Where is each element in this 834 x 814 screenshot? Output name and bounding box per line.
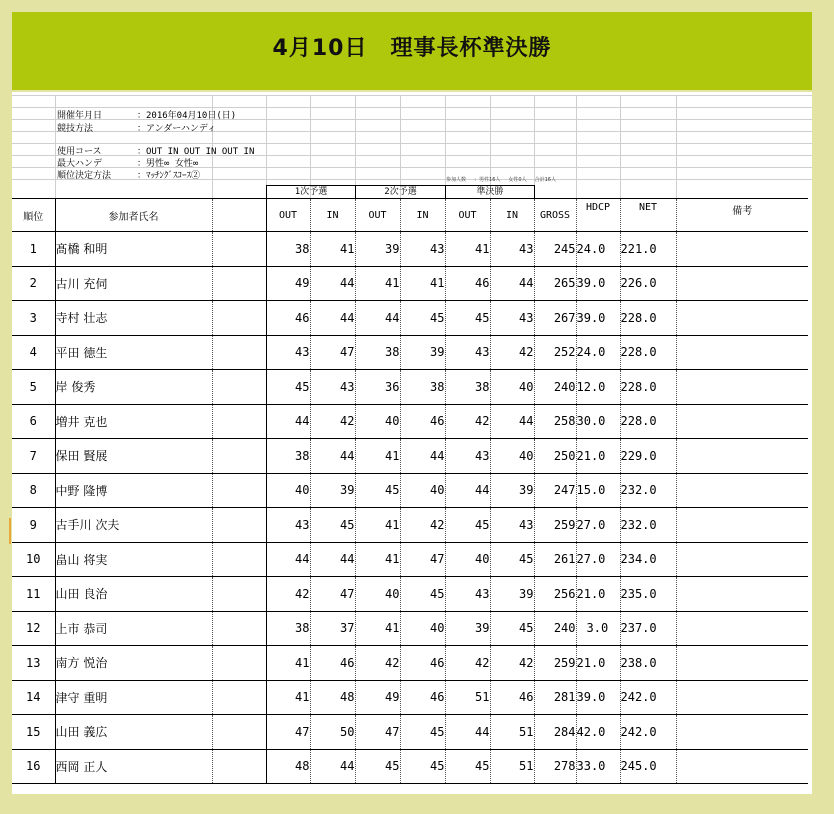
remarks-cell bbox=[676, 232, 808, 267]
score-cell: 40 bbox=[490, 439, 534, 474]
hdcp-cell: 30.0 bbox=[576, 404, 620, 439]
hdcp-cell: 42.0 bbox=[576, 715, 620, 750]
score-cell: 44 bbox=[310, 542, 355, 577]
table-row bbox=[12, 370, 808, 405]
net-cell: 234.0 bbox=[620, 542, 676, 577]
score-cell: 43 bbox=[266, 335, 310, 370]
rank-cell: 16 bbox=[12, 749, 55, 784]
net-cell: 245.0 bbox=[620, 749, 676, 784]
name-cell: 津守 重明 bbox=[55, 680, 212, 715]
score-cell: 42 bbox=[266, 577, 310, 612]
score-cell: 44 bbox=[266, 404, 310, 439]
name-cell: 増井 克也 bbox=[55, 404, 212, 439]
participant-note: 参加人数 ：男性16人 女性0人 合計16人 bbox=[446, 177, 556, 183]
name-cell: 南方 悦治 bbox=[55, 646, 212, 681]
name-cell: 寺村 壮志 bbox=[55, 301, 212, 336]
net-cell: 237.0 bbox=[620, 611, 676, 646]
score-cell: 41 bbox=[355, 611, 400, 646]
gross-cell: 256 bbox=[534, 577, 576, 612]
remarks-cell bbox=[676, 370, 808, 405]
score-cell: 45 bbox=[490, 542, 534, 577]
remarks-cell bbox=[676, 542, 808, 577]
hdcp-cell: 21.0 bbox=[576, 646, 620, 681]
hdcp-cell: 24.0 bbox=[576, 335, 620, 370]
table-row bbox=[12, 266, 808, 301]
score-cell: 38 bbox=[266, 439, 310, 474]
score-cell: 44 bbox=[490, 404, 534, 439]
score-cell: 44 bbox=[490, 266, 534, 301]
net-cell: 221.0 bbox=[620, 232, 676, 267]
table-row bbox=[12, 611, 808, 646]
table-row bbox=[12, 646, 808, 681]
gross-header: GROSS bbox=[534, 199, 576, 232]
remarks-cell bbox=[676, 646, 808, 681]
remarks-header: 備考 bbox=[676, 199, 808, 232]
r2-in-header: IN bbox=[400, 199, 445, 232]
score-cell: 40 bbox=[490, 370, 534, 405]
round-2-header: 2次予選 bbox=[355, 185, 445, 198]
net-header: NET bbox=[620, 199, 676, 232]
score-cell: 45 bbox=[445, 749, 490, 784]
score-cell: 40 bbox=[355, 404, 400, 439]
gross-cell: 252 bbox=[534, 335, 576, 370]
remarks-cell bbox=[676, 301, 808, 336]
name-cell: 保田 賢展 bbox=[55, 439, 212, 474]
table-row bbox=[12, 404, 808, 439]
gross-cell: 247 bbox=[534, 473, 576, 508]
score-cell: 43 bbox=[445, 335, 490, 370]
score-cell: 42 bbox=[490, 646, 534, 681]
name-cell: 岸 俊秀 bbox=[55, 370, 212, 405]
hdcp-cell: 33.0 bbox=[576, 749, 620, 784]
score-cell: 41 bbox=[445, 232, 490, 267]
score-cell: 47 bbox=[355, 715, 400, 750]
score-cell: 42 bbox=[310, 404, 355, 439]
blank-cell bbox=[212, 370, 266, 405]
rank-cell: 13 bbox=[12, 646, 55, 681]
results-table bbox=[12, 198, 808, 784]
score-cell: 43 bbox=[400, 232, 445, 267]
hdcp-cell: 21.0 bbox=[576, 439, 620, 474]
info-course: 使用コース ：OUT IN OUT IN OUT IN bbox=[57, 147, 255, 157]
table-row bbox=[12, 577, 808, 612]
score-cell: 51 bbox=[445, 680, 490, 715]
table-row bbox=[12, 508, 808, 543]
score-cell: 40 bbox=[266, 473, 310, 508]
net-cell: 228.0 bbox=[620, 301, 676, 336]
hdcp-cell: 27.0 bbox=[576, 542, 620, 577]
net-cell: 228.0 bbox=[620, 335, 676, 370]
info-handicap: 最大ハンデ ：男性∞ 女性∞ bbox=[57, 159, 199, 169]
score-cell: 45 bbox=[355, 749, 400, 784]
score-cell: 42 bbox=[445, 646, 490, 681]
blank-cell bbox=[212, 404, 266, 439]
header-row bbox=[12, 199, 808, 232]
info-date: 開催年月日 ：2016年04月10日(日) bbox=[57, 111, 237, 121]
score-cell: 38 bbox=[355, 335, 400, 370]
score-cell: 46 bbox=[400, 404, 445, 439]
blank-cell bbox=[212, 232, 266, 267]
score-cell: 39 bbox=[355, 232, 400, 267]
remarks-cell bbox=[676, 611, 808, 646]
score-cell: 44 bbox=[310, 439, 355, 474]
rank-cell: 10 bbox=[12, 542, 55, 577]
score-cell: 47 bbox=[310, 577, 355, 612]
rank-cell: 14 bbox=[12, 680, 55, 715]
remarks-cell bbox=[676, 749, 808, 784]
score-cell: 39 bbox=[490, 473, 534, 508]
score-cell: 44 bbox=[310, 266, 355, 301]
rank-cell: 4 bbox=[12, 335, 55, 370]
score-cell: 51 bbox=[490, 749, 534, 784]
score-cell: 45 bbox=[355, 473, 400, 508]
score-cell: 41 bbox=[310, 232, 355, 267]
hdcp-cell: 39.0 bbox=[576, 680, 620, 715]
gross-cell: 265 bbox=[534, 266, 576, 301]
name-cell: 古手川 次夫 bbox=[55, 508, 212, 543]
r3-out-header: OUT bbox=[445, 199, 490, 232]
score-cell: 44 bbox=[310, 749, 355, 784]
score-cell: 44 bbox=[310, 301, 355, 336]
score-cell: 48 bbox=[310, 680, 355, 715]
score-cell: 46 bbox=[445, 266, 490, 301]
hdcp-cell: 21.0 bbox=[576, 577, 620, 612]
rank-cell: 12 bbox=[12, 611, 55, 646]
score-cell: 41 bbox=[355, 266, 400, 301]
table-row bbox=[12, 439, 808, 474]
score-cell: 42 bbox=[445, 404, 490, 439]
gross-cell: 284 bbox=[534, 715, 576, 750]
table-row bbox=[12, 542, 808, 577]
score-cell: 51 bbox=[490, 715, 534, 750]
remarks-cell bbox=[676, 404, 808, 439]
score-cell: 43 bbox=[490, 301, 534, 336]
blank-cell bbox=[212, 646, 266, 681]
rank-header: 順位 bbox=[12, 199, 55, 232]
blank-cell bbox=[212, 749, 266, 784]
table-row bbox=[12, 335, 808, 370]
rank-cell: 5 bbox=[12, 370, 55, 405]
score-cell: 49 bbox=[355, 680, 400, 715]
table-row bbox=[12, 232, 808, 267]
score-cell: 38 bbox=[266, 232, 310, 267]
round-1-header: 1次予選 bbox=[266, 185, 355, 198]
net-cell: 229.0 bbox=[620, 439, 676, 474]
hdcp-cell: 39.0 bbox=[576, 301, 620, 336]
net-cell: 228.0 bbox=[620, 404, 676, 439]
score-cell: 45 bbox=[400, 749, 445, 784]
r2-out-header: OUT bbox=[355, 199, 400, 232]
score-cell: 36 bbox=[355, 370, 400, 405]
gross-cell: 250 bbox=[534, 439, 576, 474]
score-cell: 39 bbox=[445, 611, 490, 646]
blank-header bbox=[212, 199, 266, 232]
score-cell: 44 bbox=[445, 715, 490, 750]
score-cell: 45 bbox=[400, 301, 445, 336]
title-banner bbox=[12, 12, 812, 90]
name-cell: 髙橋 和明 bbox=[55, 232, 212, 267]
score-cell: 49 bbox=[266, 266, 310, 301]
name-cell: 古川 充伺 bbox=[55, 266, 212, 301]
score-cell: 40 bbox=[355, 577, 400, 612]
score-cell: 45 bbox=[445, 508, 490, 543]
blank-cell bbox=[212, 266, 266, 301]
score-cell: 44 bbox=[266, 542, 310, 577]
rank-cell: 9 bbox=[12, 508, 55, 543]
info-tiebreak: 順位決定方法 ：ﾏｯﾁﾝｸﾞｽｺｰｽ② bbox=[57, 171, 201, 181]
score-cell: 43 bbox=[266, 508, 310, 543]
net-cell: 242.0 bbox=[620, 680, 676, 715]
r1-in-header: IN bbox=[310, 199, 355, 232]
score-cell: 48 bbox=[266, 749, 310, 784]
gross-cell: 281 bbox=[534, 680, 576, 715]
score-cell: 45 bbox=[490, 611, 534, 646]
gross-cell: 259 bbox=[534, 646, 576, 681]
blank-cell bbox=[212, 335, 266, 370]
rank-cell: 15 bbox=[12, 715, 55, 750]
score-cell: 46 bbox=[266, 301, 310, 336]
remarks-cell bbox=[676, 439, 808, 474]
remarks-cell bbox=[676, 680, 808, 715]
blank-cell bbox=[212, 301, 266, 336]
hdcp-cell: 3.0 bbox=[576, 611, 620, 646]
score-cell: 38 bbox=[400, 370, 445, 405]
score-cell: 44 bbox=[445, 473, 490, 508]
score-cell: 39 bbox=[400, 335, 445, 370]
rank-cell: 6 bbox=[12, 404, 55, 439]
score-cell: 45 bbox=[310, 508, 355, 543]
remarks-cell bbox=[676, 508, 808, 543]
blank-cell bbox=[212, 577, 266, 612]
score-cell: 42 bbox=[490, 335, 534, 370]
hdcp-cell: 12.0 bbox=[576, 370, 620, 405]
spreadsheet bbox=[12, 92, 812, 794]
hdcp-cell: 15.0 bbox=[576, 473, 620, 508]
page-title: 4月10日 理事長杯準決勝 bbox=[272, 35, 552, 61]
score-cell: 40 bbox=[445, 542, 490, 577]
gross-cell: 259 bbox=[534, 508, 576, 543]
net-cell: 232.0 bbox=[620, 473, 676, 508]
gross-cell: 278 bbox=[534, 749, 576, 784]
score-cell: 39 bbox=[310, 473, 355, 508]
remarks-cell bbox=[676, 715, 808, 750]
hdcp-cell: 39.0 bbox=[576, 266, 620, 301]
rank-cell: 2 bbox=[12, 266, 55, 301]
name-cell: 中野 隆博 bbox=[55, 473, 212, 508]
score-cell: 41 bbox=[355, 439, 400, 474]
gross-cell: 267 bbox=[534, 301, 576, 336]
table-row bbox=[12, 301, 808, 336]
name-cell: 西岡 正人 bbox=[55, 749, 212, 784]
r3-in-header: IN bbox=[490, 199, 534, 232]
r1-out-header: OUT bbox=[266, 199, 310, 232]
hdcp-header: HDCP bbox=[576, 199, 620, 232]
score-cell: 44 bbox=[400, 439, 445, 474]
hdcp-cell: 27.0 bbox=[576, 508, 620, 543]
remarks-cell bbox=[676, 335, 808, 370]
blank-cell bbox=[212, 715, 266, 750]
score-cell: 41 bbox=[266, 646, 310, 681]
score-cell: 42 bbox=[400, 508, 445, 543]
score-cell: 37 bbox=[310, 611, 355, 646]
net-cell: 232.0 bbox=[620, 508, 676, 543]
gross-cell: 258 bbox=[534, 404, 576, 439]
hdcp-cell: 24.0 bbox=[576, 232, 620, 267]
name-cell: 平田 徳生 bbox=[55, 335, 212, 370]
name-cell: 山田 良治 bbox=[55, 577, 212, 612]
net-cell: 242.0 bbox=[620, 715, 676, 750]
name-header: 参加者氏名 bbox=[55, 199, 212, 232]
blank-cell bbox=[212, 542, 266, 577]
score-cell: 41 bbox=[355, 508, 400, 543]
net-cell: 238.0 bbox=[620, 646, 676, 681]
score-cell: 45 bbox=[445, 301, 490, 336]
table-row bbox=[12, 473, 808, 508]
score-cell: 43 bbox=[490, 232, 534, 267]
score-cell: 44 bbox=[355, 301, 400, 336]
gross-cell: 240 bbox=[534, 611, 576, 646]
name-cell: 畠山 将実 bbox=[55, 542, 212, 577]
score-cell: 38 bbox=[266, 611, 310, 646]
score-cell: 43 bbox=[445, 577, 490, 612]
score-cell: 50 bbox=[310, 715, 355, 750]
remarks-cell bbox=[676, 577, 808, 612]
blank-cell bbox=[212, 680, 266, 715]
score-cell: 47 bbox=[310, 335, 355, 370]
score-cell: 39 bbox=[490, 577, 534, 612]
score-cell: 45 bbox=[400, 577, 445, 612]
table-row bbox=[12, 680, 808, 715]
net-cell: 226.0 bbox=[620, 266, 676, 301]
net-cell: 235.0 bbox=[620, 577, 676, 612]
score-cell: 46 bbox=[400, 646, 445, 681]
gross-cell: 261 bbox=[534, 542, 576, 577]
score-cell: 43 bbox=[445, 439, 490, 474]
score-cell: 42 bbox=[355, 646, 400, 681]
score-cell: 46 bbox=[310, 646, 355, 681]
round-3-header: 準決勝 bbox=[445, 185, 535, 198]
info-method: 競技方法 ：アンダーハンディ bbox=[57, 124, 217, 134]
score-cell: 38 bbox=[445, 370, 490, 405]
score-cell: 47 bbox=[266, 715, 310, 750]
rank-cell: 3 bbox=[12, 301, 55, 336]
rank-cell: 7 bbox=[12, 439, 55, 474]
rank-cell: 1 bbox=[12, 232, 55, 267]
name-cell: 山田 義広 bbox=[55, 715, 212, 750]
remarks-cell bbox=[676, 266, 808, 301]
rank-cell: 8 bbox=[12, 473, 55, 508]
score-cell: 41 bbox=[355, 542, 400, 577]
name-cell: 上市 恭司 bbox=[55, 611, 212, 646]
score-cell: 46 bbox=[400, 680, 445, 715]
row-marker bbox=[9, 518, 11, 544]
blank-cell bbox=[212, 611, 266, 646]
results-body bbox=[12, 232, 808, 784]
blank-cell bbox=[212, 439, 266, 474]
blank-cell bbox=[212, 508, 266, 543]
gross-cell: 240 bbox=[534, 370, 576, 405]
blank-cell bbox=[212, 473, 266, 508]
score-cell: 43 bbox=[310, 370, 355, 405]
table-row bbox=[12, 715, 808, 750]
score-cell: 47 bbox=[400, 542, 445, 577]
rank-cell: 11 bbox=[12, 577, 55, 612]
table-row bbox=[12, 749, 808, 784]
gross-cell: 245 bbox=[534, 232, 576, 267]
score-cell: 40 bbox=[400, 611, 445, 646]
score-cell: 40 bbox=[400, 473, 445, 508]
remarks-cell bbox=[676, 473, 808, 508]
score-cell: 41 bbox=[400, 266, 445, 301]
score-cell: 41 bbox=[266, 680, 310, 715]
score-cell: 45 bbox=[266, 370, 310, 405]
score-cell: 43 bbox=[490, 508, 534, 543]
score-cell: 46 bbox=[490, 680, 534, 715]
score-cell: 45 bbox=[400, 715, 445, 750]
net-cell: 228.0 bbox=[620, 370, 676, 405]
